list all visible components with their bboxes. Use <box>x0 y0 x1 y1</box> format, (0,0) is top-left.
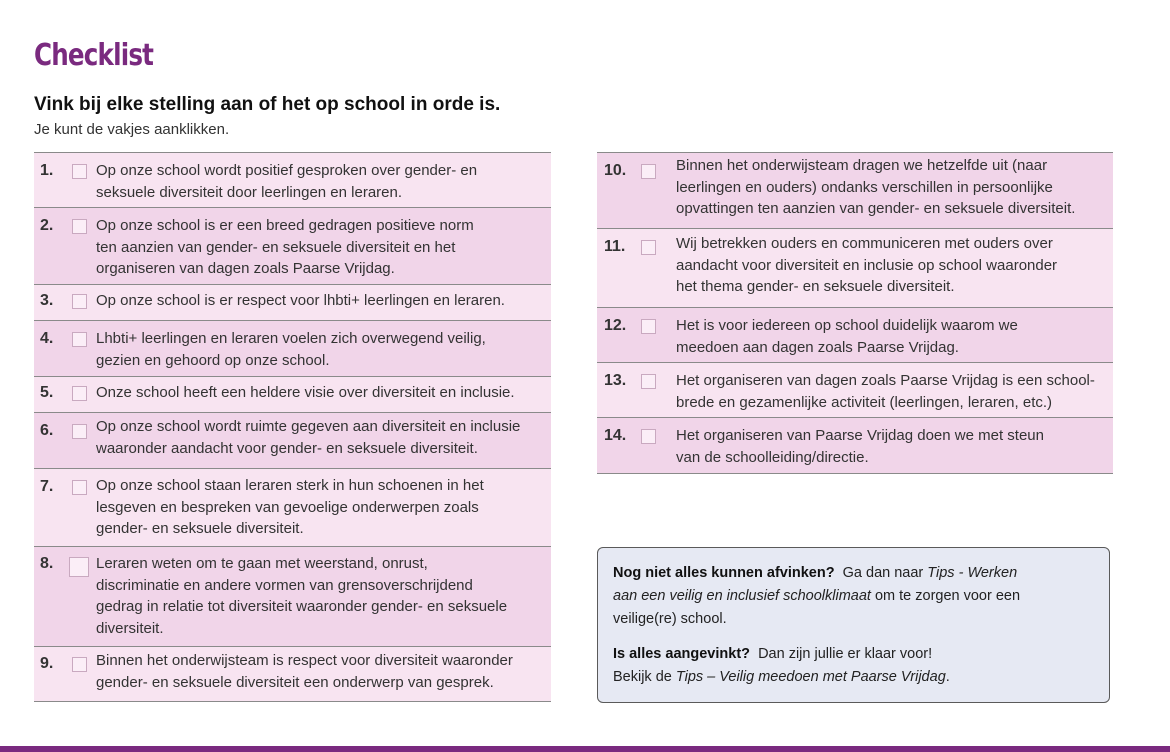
item-statement <box>96 475 484 540</box>
item-statement <box>96 215 474 280</box>
statement-line: leerlingen en ouders) ondanks verschillen in persoonlijke <box>676 178 1053 196</box>
checklist-item-3 <box>34 284 551 320</box>
item-checkbox[interactable] <box>641 429 656 444</box>
checklist-item-12 <box>597 307 1113 362</box>
statement-line: Op onze school wordt positief gesproken over gender- en <box>96 162 478 179</box>
info-question-1: Nog niet alles kunnen afvinken? <box>613 565 835 581</box>
item-number: 2. <box>40 217 54 234</box>
item-number: 10. <box>604 162 627 179</box>
checklist-column-left <box>34 152 551 702</box>
statement-line: waaronder aandacht voor gender- en seksuele diversiteit. <box>96 439 478 457</box>
item-checkbox[interactable] <box>641 374 656 389</box>
item-checkbox[interactable] <box>72 657 87 672</box>
item-statement <box>96 416 520 459</box>
statement-line: Op onze school is er respect voor lhbti+ leerlingen en leraren. <box>96 292 505 309</box>
item-statement <box>676 315 1018 358</box>
statement-line: brede en gezamenlijke activiteit (leerlingen, leraren, etc.) <box>676 393 1053 411</box>
checklist-item-6 <box>34 412 551 468</box>
statement-line: Op onze school is er een breed gedragen positieve norm <box>96 217 474 234</box>
item-checkbox[interactable] <box>72 332 87 347</box>
item-statement <box>96 328 486 371</box>
info-answer-2: Dan zijn jullie er klaar voor! <box>758 646 933 662</box>
item-statement <box>676 425 1044 468</box>
item-number: 9. <box>40 655 54 672</box>
instruction-hint: Je kunt de vakjes aanklikken. <box>34 121 230 138</box>
statement-line: Binnen het onderwijsteam dragen we hetzelfde uit (naar <box>676 157 1048 174</box>
statement-line: gedrag in relatie tot diversiteit waaronder gender- en seksuele <box>96 598 508 615</box>
item-number: 5. <box>40 384 54 401</box>
statement-line: van de schoolleiding/directie. <box>676 448 869 466</box>
checklist-column-right <box>597 152 1113 474</box>
info-box <box>597 547 1110 703</box>
checklist-item-4 <box>34 320 551 376</box>
statement-line: Het organiseren van Paarse Vrijdag doen we met steun <box>676 427 1044 444</box>
item-statement <box>96 650 513 693</box>
item-number: 4. <box>40 330 54 347</box>
tips-link-1-part1[interactable]: Tips - Werken <box>927 565 1018 581</box>
statement-line: aandacht voor diversiteit en inclusie op school waaronder <box>676 256 1058 274</box>
footer-bar <box>0 746 1170 752</box>
item-checkbox[interactable] <box>72 386 87 401</box>
statement-line: Het is voor iedereen op school duidelijk waarom we <box>676 317 1018 334</box>
statement-line: seksuele diversiteit door leerlingen en leraren. <box>96 183 403 201</box>
info-question-2: Is alles aangevinkt? <box>613 646 751 662</box>
statement-line: ten aanzien van gender- en seksuele diversiteit en het <box>96 238 456 256</box>
statement-line: gender- en seksuele diversiteit een onderwerp van gesprek. <box>96 673 494 691</box>
checklist-item-5 <box>34 376 551 412</box>
instruction-heading: Vink bij elke stelling aan of het op school in orde is. <box>34 94 501 115</box>
item-statement <box>96 290 505 312</box>
item-statement <box>676 233 1057 298</box>
item-checkbox[interactable] <box>72 480 87 495</box>
info-answer-1-post: om te zorgen voor een <box>870 588 1021 604</box>
item-number: 3. <box>40 292 54 309</box>
item-number: 14. <box>604 427 627 444</box>
statement-line: Wij betrekken ouders en communiceren met ouders over <box>676 235 1053 252</box>
item-number: 12. <box>604 317 627 334</box>
statement-line: diversiteit. <box>96 619 164 637</box>
item-statement <box>96 160 477 203</box>
statement-line: gender- en seksuele diversiteit. <box>96 520 304 537</box>
statement-line: het thema gender- en seksuele diversiteit. <box>676 278 955 295</box>
item-checkbox[interactable] <box>72 424 87 439</box>
statement-line: Op onze school staan leraren sterk in hun schoenen in het <box>96 477 484 494</box>
item-checkbox[interactable] <box>72 219 87 234</box>
statement-line: lesgeven en bespreken van gevoelige onderwerpen zoals <box>96 498 479 516</box>
checklist-item-2 <box>34 207 551 284</box>
item-number: 11. <box>604 238 626 255</box>
item-checkbox[interactable] <box>72 164 87 179</box>
item-number: 6. <box>40 422 54 439</box>
tips-link-1-part2[interactable]: aan een veilig en inclusief schoolklimaat <box>613 588 871 604</box>
statement-line: Onze school heeft een heldere visie over diversiteit en inclusie. <box>96 384 515 401</box>
page-title: Checklist <box>34 38 154 73</box>
statement-line: Op onze school wordt ruimte gegeven aan diversiteit en inclusie <box>96 418 521 435</box>
item-checkbox[interactable] <box>69 557 89 577</box>
item-checkbox[interactable] <box>641 319 656 334</box>
item-statement <box>676 370 1095 413</box>
statement-line: gezien en gehoord op onze school. <box>96 351 330 369</box>
checklist-item-7 <box>34 468 551 546</box>
statement-line: Binnen het onderwijsteam is respect voor diversiteit waaronder <box>96 652 513 669</box>
statement-line: meedoen aan dagen zoals Paarse Vrijdag. <box>676 338 959 356</box>
checklist-item-11 <box>597 228 1113 307</box>
item-number: 13. <box>604 372 627 389</box>
statement-line: Het organiseren van dagen zoals Paarse Vrijdag is een school- <box>676 372 1095 389</box>
statement-line: Lhbti+ leerlingen en leraren voelen zich overwegend veilig, <box>96 330 486 347</box>
tips-link-2[interactable]: Tips – Veilig meedoen met Paarse Vrijdag <box>675 669 946 685</box>
item-statement <box>676 155 1075 220</box>
checklist-item-9 <box>34 646 551 702</box>
item-number: 8. <box>40 555 54 572</box>
item-number: 1. <box>40 162 54 179</box>
info-answer-2-post: . <box>945 669 950 685</box>
item-number: 7. <box>40 478 54 495</box>
statement-line: Leraren weten om te gaan met weerstand, onrust, <box>96 555 428 572</box>
item-statement <box>96 382 515 404</box>
item-checkbox[interactable] <box>641 240 656 255</box>
item-checkbox[interactable] <box>72 294 87 309</box>
checklist-item-8 <box>34 546 551 646</box>
item-statement <box>96 553 507 639</box>
checklist-item-10 <box>597 152 1113 228</box>
info-answer-1-line3: veilige(re) school. <box>613 611 727 627</box>
checklist-item-1 <box>34 152 551 207</box>
item-checkbox[interactable] <box>641 164 656 179</box>
statement-line: opvattingen ten aanzien van gender- en seksuele diversiteit. <box>676 200 1076 217</box>
checklist-item-14 <box>597 417 1113 474</box>
statement-line: organiseren van dagen zoals Paarse Vrijdag. <box>96 260 395 277</box>
info-answer-2-pre: Bekijk de <box>613 669 676 685</box>
checklist-item-13 <box>597 362 1113 417</box>
statement-line: discriminatie en andere vormen van grensoverschrijdend <box>96 576 473 594</box>
info-answer-1-pre: Ga dan naar <box>842 565 928 581</box>
